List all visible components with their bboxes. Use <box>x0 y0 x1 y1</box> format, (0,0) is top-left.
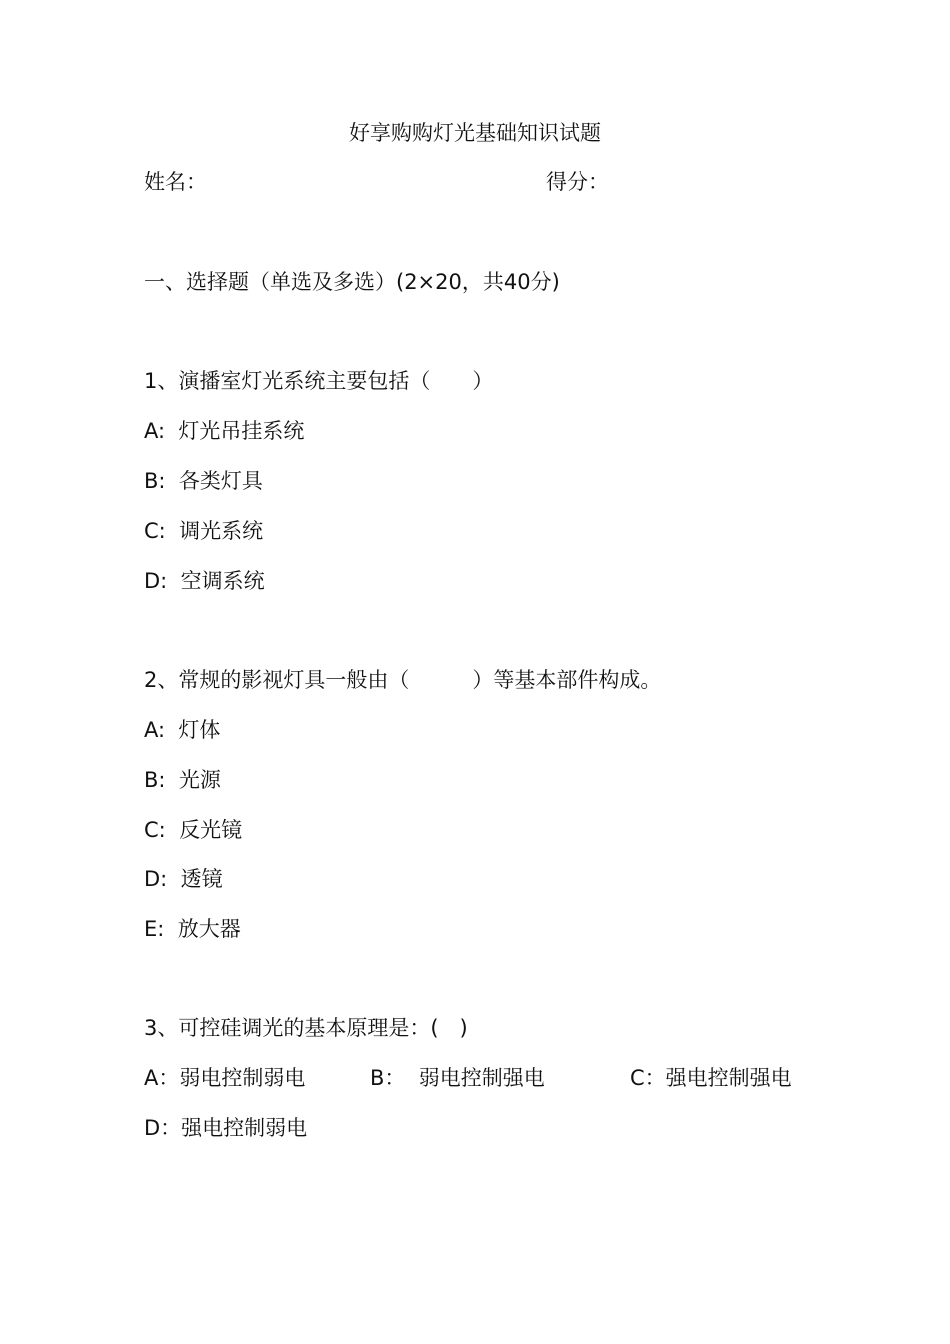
question-3-prompt: 3、可控硅调光的基本原理是：( ) <box>144 1016 468 1040</box>
question-1-option-b: B: 各类灯具 <box>144 469 263 493</box>
question-1-option-a: A: 灯光吊挂系统 <box>144 419 305 443</box>
section-heading: 一、选择题（单选及多选）(2×20，共40分) <box>144 270 560 294</box>
question-2-option-b: B: 光源 <box>144 768 221 792</box>
question-1-prompt: 1、演播室灯光系统主要包括（ ） <box>144 369 494 393</box>
question-3-option-c: C：强电控制强电 <box>630 1066 792 1090</box>
question-2-option-a: A: 灯体 <box>144 718 221 742</box>
question-2-option-e: E: 放大器 <box>144 917 241 941</box>
question-2-prompt: 2、常规的影视灯具一般由（ ）等基本部件构成。 <box>144 668 662 692</box>
question-3-option-a: A：弱电控制弱电 <box>144 1066 306 1090</box>
question-3-option-d: D：强电控制弱电 <box>144 1116 308 1140</box>
document-title: 好享购购灯光基础知识试题 <box>349 121 601 145</box>
question-3-option-b: B： 弱电控制强电 <box>370 1066 545 1090</box>
name-label: 姓名： <box>144 170 207 194</box>
question-2-option-c: C: 反光镜 <box>144 818 243 842</box>
question-1-option-d: D: 空调系统 <box>144 569 265 593</box>
question-1-option-c: C: 调光系统 <box>144 519 264 543</box>
question-2-option-d: D: 透镜 <box>144 867 223 891</box>
score-label: 得分： <box>546 170 609 194</box>
